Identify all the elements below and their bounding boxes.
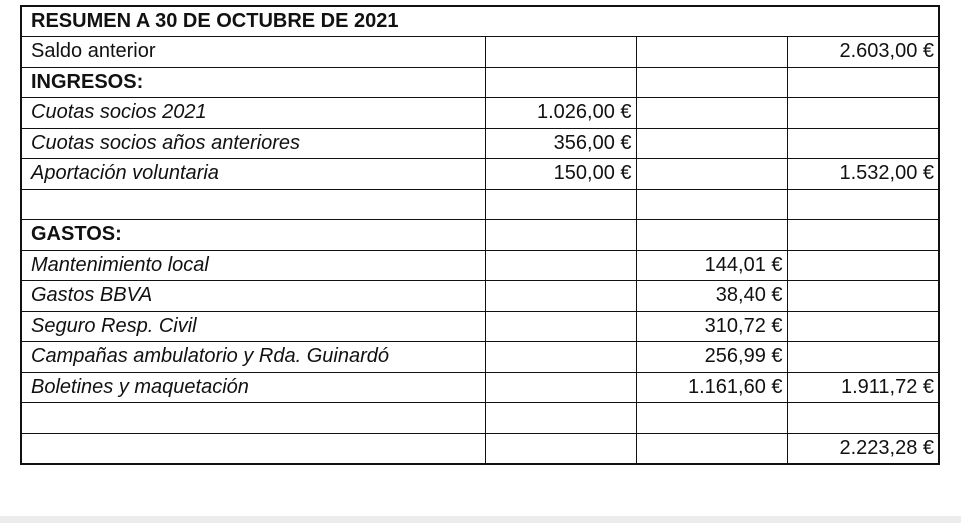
table-row <box>21 403 939 434</box>
total-cell <box>787 342 939 373</box>
partial-income-cell: 356,00 € <box>485 128 636 159</box>
row-label: Cuotas socios 2021 <box>21 98 485 129</box>
partial-income-cell <box>485 403 636 434</box>
row-label: Boletines y maquetación <box>21 372 485 403</box>
table-row <box>21 189 939 220</box>
row-label: Saldo anterior <box>21 37 485 68</box>
row-label: Gastos BBVA <box>21 281 485 312</box>
row-label: Cuotas socios años anteriores <box>21 128 485 159</box>
total-cell <box>787 67 939 98</box>
partial-income-cell: 1.026,00 € <box>485 98 636 129</box>
bottom-band <box>0 516 961 523</box>
total-cell <box>787 220 939 251</box>
table-row <box>21 98 939 129</box>
table-row <box>21 159 939 190</box>
partial-income-cell <box>485 342 636 373</box>
row-label: Aportación voluntaria <box>21 159 485 190</box>
partial-expense-cell <box>636 37 787 68</box>
partial-expense-cell: 1.161,60 € <box>636 372 787 403</box>
partial-expense-cell <box>636 403 787 434</box>
partial-expense-cell <box>636 433 787 464</box>
row-label: Mantenimiento local <box>21 250 485 281</box>
total-cell: 1.911,72 € <box>787 372 939 403</box>
partial-expense-cell: 256,99 € <box>636 342 787 373</box>
partial-expense-cell <box>636 189 787 220</box>
partial-income-cell <box>485 372 636 403</box>
row-label <box>21 403 485 434</box>
row-label: Campañas ambulatorio y Rda. Guinardó <box>21 342 485 373</box>
table-row <box>21 281 939 312</box>
row-label <box>21 433 485 464</box>
partial-expense-cell <box>636 128 787 159</box>
table-row <box>21 37 939 68</box>
partial-expense-cell: 38,40 € <box>636 281 787 312</box>
table-title: RESUMEN A 30 DE OCTUBRE DE 2021 <box>21 6 939 37</box>
partial-expense-cell <box>636 220 787 251</box>
table-row <box>21 220 939 251</box>
partial-income-cell <box>485 37 636 68</box>
partial-expense-cell <box>636 67 787 98</box>
title-row <box>21 6 939 37</box>
table-row <box>21 67 939 98</box>
row-label: GASTOS: <box>21 220 485 251</box>
partial-income-cell <box>485 67 636 98</box>
total-cell: 2.603,00 € <box>787 37 939 68</box>
partial-income-cell: 150,00 € <box>485 159 636 190</box>
partial-income-cell <box>485 250 636 281</box>
table-row <box>21 250 939 281</box>
row-label: Seguro Resp. Civil <box>21 311 485 342</box>
summary-table <box>20 5 940 465</box>
total-cell <box>787 189 939 220</box>
partial-income-cell <box>485 433 636 464</box>
row-label <box>21 189 485 220</box>
table-row <box>21 128 939 159</box>
table-row <box>21 372 939 403</box>
table-row <box>21 342 939 373</box>
partial-expense-cell <box>636 159 787 190</box>
total-cell <box>787 98 939 129</box>
total-cell: 1.532,00 € <box>787 159 939 190</box>
total-cell <box>787 250 939 281</box>
partial-income-cell <box>485 281 636 312</box>
total-cell: 2.223,28 € <box>787 433 939 464</box>
partial-income-cell <box>485 220 636 251</box>
table-row <box>21 433 939 464</box>
partial-expense-cell: 144,01 € <box>636 250 787 281</box>
partial-income-cell <box>485 189 636 220</box>
total-cell <box>787 281 939 312</box>
partial-expense-cell: 310,72 € <box>636 311 787 342</box>
row-label: INGRESOS: <box>21 67 485 98</box>
total-cell <box>787 403 939 434</box>
partial-expense-cell <box>636 98 787 129</box>
table-row <box>21 311 939 342</box>
summary-sheet <box>20 5 938 465</box>
total-cell <box>787 311 939 342</box>
total-cell <box>787 128 939 159</box>
partial-income-cell <box>485 311 636 342</box>
